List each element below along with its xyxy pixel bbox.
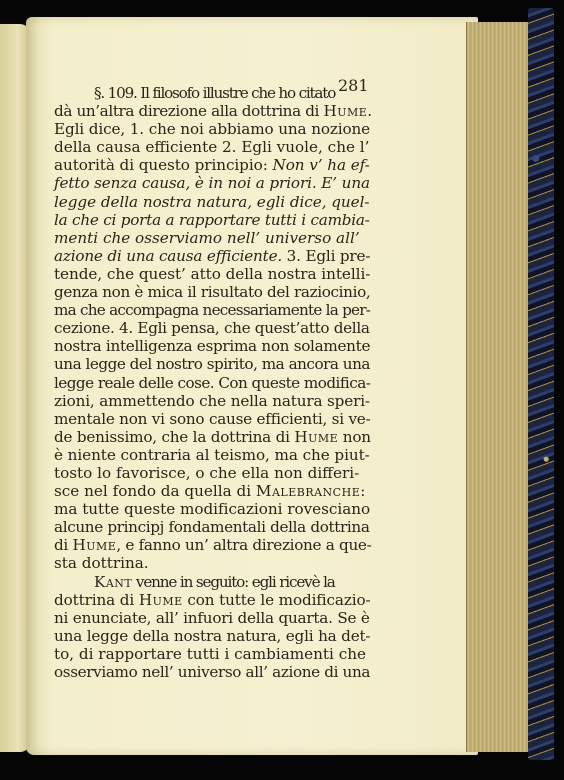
text-segment: è niente contraria al teismo, ma che piut- <box>54 445 370 464</box>
text-segment: azione di una causa efficiente. <box>54 246 283 265</box>
text-segment: della causa efficiente 2. Egli vuole, che l’ <box>54 138 370 157</box>
text-line <box>54 301 370 319</box>
text-line <box>54 554 370 572</box>
text-line <box>54 374 370 392</box>
proper-name: Kant <box>94 572 133 591</box>
text-segment: dottrina di <box>54 590 139 609</box>
text-segment: di <box>54 536 73 555</box>
text-line <box>54 193 370 211</box>
text-line <box>54 392 370 410</box>
text-line <box>54 482 370 500</box>
text-line <box>54 283 370 301</box>
text-segment: genza non è mica il risultato del raziocinio, <box>54 283 371 302</box>
text-segment: dà un’altra direzione alla dottrina di <box>54 102 324 121</box>
text-segment: sta dottrina. <box>54 554 149 573</box>
proper-name: Hume <box>72 536 117 555</box>
text-segment: ma tutte queste modificazioni rovesciano <box>54 500 371 519</box>
text-segment: legge reale delle cose. Con queste modifica- <box>54 373 371 392</box>
text-segment: non <box>338 427 371 446</box>
text-segment: ma che accompagna necessariamente la per- <box>54 301 371 320</box>
proper-name: Hume <box>294 427 339 446</box>
text-line <box>54 120 370 138</box>
text-line <box>54 591 370 609</box>
text-segment: legge della nostra natura, egli dice, quel- <box>54 192 370 211</box>
text-line <box>54 663 370 681</box>
text-line <box>54 428 370 446</box>
text-line <box>54 573 370 591</box>
text-segment: Egli dice, 1. che noi abbiamo una nozione <box>54 120 371 139</box>
text-line <box>54 355 370 373</box>
text-segment: una legge del nostro spirito, ma ancora una <box>54 355 370 374</box>
text-segment: , e fanno un’ altra direzione a que- <box>116 536 372 555</box>
text-segment: fetto senza causa, è in noi a priori. E’ una <box>54 174 370 193</box>
text-line <box>54 247 370 265</box>
text-line <box>54 446 370 464</box>
proper-name: Hume <box>138 590 183 609</box>
text-segment: §. 109. Il filosofo illustre che ho citato <box>94 84 336 102</box>
text-line <box>54 518 370 536</box>
text-line <box>54 500 370 518</box>
proper-name: Malebranche <box>255 482 361 501</box>
text-line <box>54 410 370 428</box>
text-segment: la che ci porta a rapportare tutti i cambia- <box>54 210 370 229</box>
text-segment: tosto lo favorisce, o che ella non differi- <box>54 463 360 482</box>
text-segment: tende, che quest’ atto della nostra intelli- <box>54 264 371 283</box>
text-segment: : <box>360 482 366 501</box>
text-segment: 3. Egli pre- <box>282 246 371 265</box>
text-line <box>54 464 370 482</box>
text-segment: alcune principj fondamentali della dottrina <box>54 518 370 537</box>
text-segment: nostra intelligenza esprima non solamente <box>54 337 371 356</box>
text-line <box>54 536 370 554</box>
text-line <box>54 174 370 192</box>
text-segment: to, di rapportare tutti i cambiamenti che <box>54 644 366 663</box>
page-fore-edge <box>466 22 531 752</box>
body-text <box>54 84 370 681</box>
text-line <box>54 609 370 627</box>
text-segment: una legge della nostra natura, egli ha det- <box>54 626 371 645</box>
text-segment: autorità di questo principio: <box>54 156 273 175</box>
text-segment: menti che osserviamo nell’ universo all’ <box>54 228 360 247</box>
text-segment: . <box>367 102 372 121</box>
text-line <box>54 645 370 663</box>
page-number: 281 <box>338 76 369 95</box>
proper-name: Hume <box>323 102 368 121</box>
text-line <box>54 337 370 355</box>
text-segment: ni enunciate, all’ infuori della quarta. Se è <box>54 608 370 627</box>
text-segment: zioni, ammettendo che nella natura speri- <box>54 391 370 410</box>
text-line <box>54 229 370 247</box>
text-segment: venne in seguito: egli ricevè la <box>132 572 335 591</box>
text-line <box>54 156 370 174</box>
text-segment: osserviamo nell’ universo all’ azione di una <box>54 663 371 681</box>
text-line <box>54 138 370 156</box>
text-line <box>54 211 370 229</box>
text-segment: con tutte le modificazio- <box>182 590 371 609</box>
text-segment: sce nel fondo da quella di <box>54 482 256 501</box>
text-line <box>54 265 370 283</box>
text-segment: mentale non vi sono cause efficienti, si ve- <box>54 409 371 428</box>
marbled-cover <box>528 8 554 760</box>
text-segment: de benissimo, che la dottrina di <box>54 427 295 446</box>
text-line <box>54 102 370 120</box>
text-segment: cezione. 4. Egli pensa, che quest’atto della <box>54 319 370 338</box>
text-line <box>54 319 370 337</box>
text-line <box>54 84 370 102</box>
text-line <box>54 627 370 645</box>
text-segment: Non v’ ha ef- <box>272 156 370 175</box>
